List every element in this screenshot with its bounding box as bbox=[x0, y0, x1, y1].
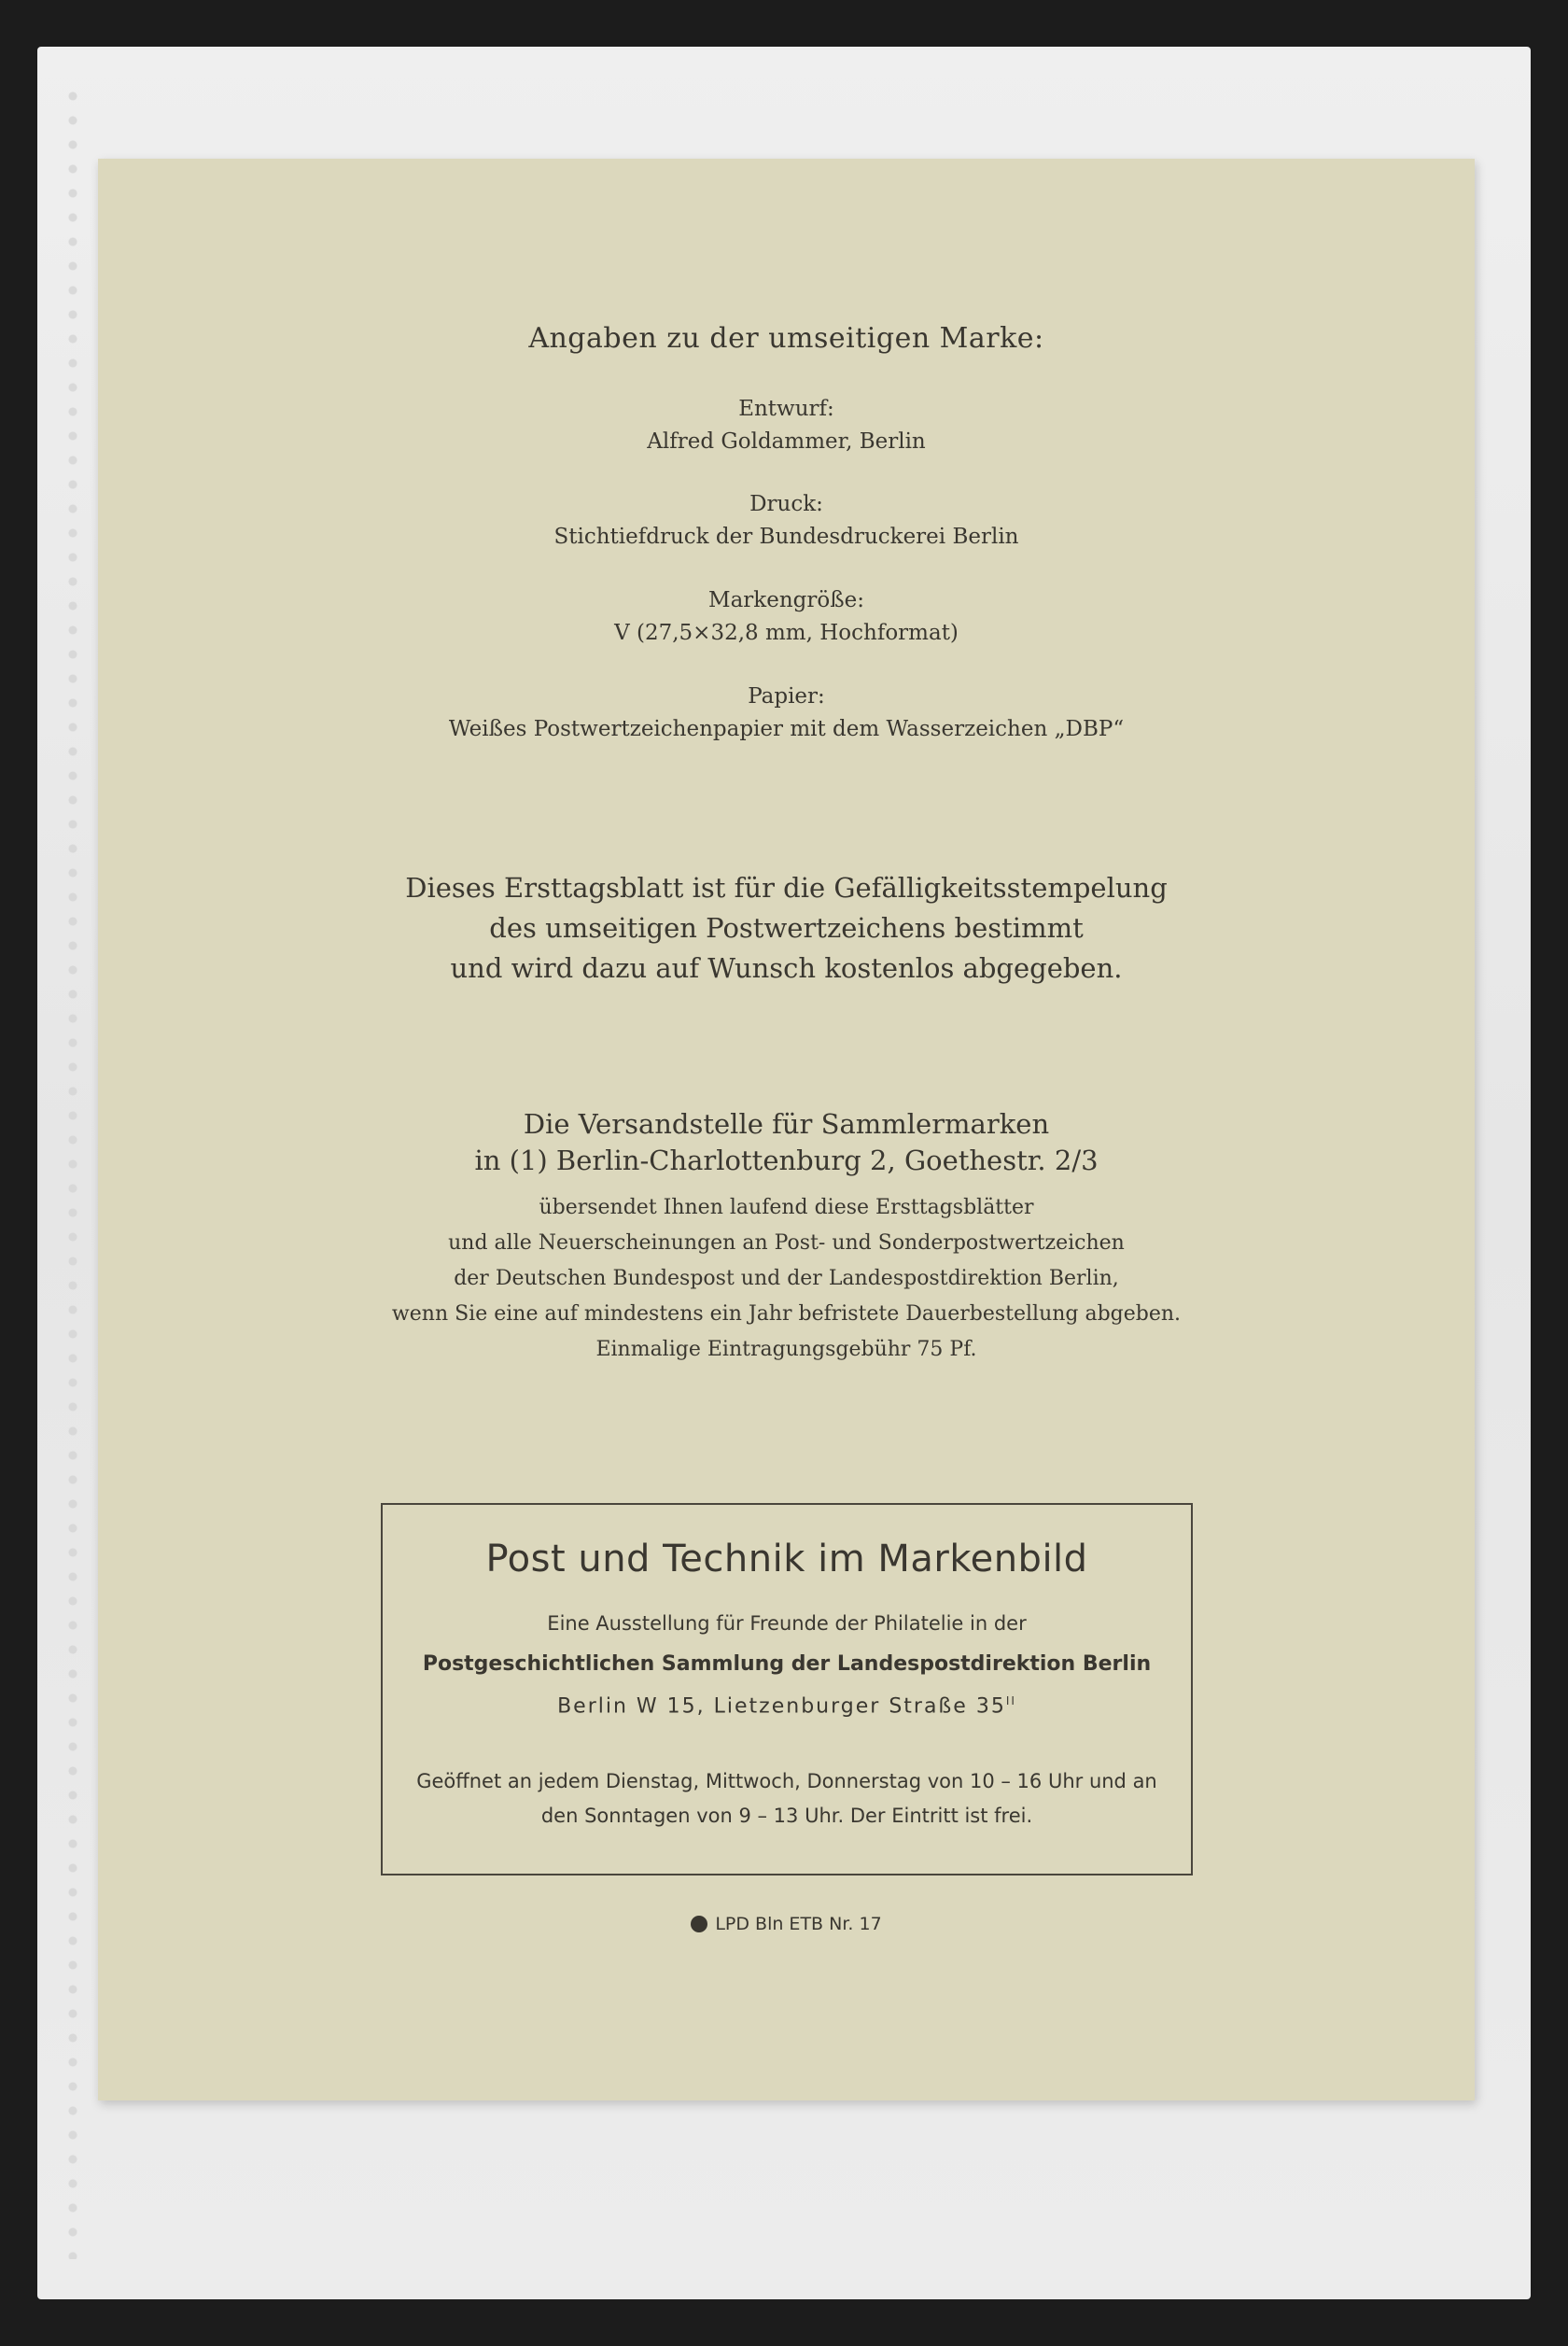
sheet-heading: Angaben zu der umseitigen Marke: bbox=[528, 322, 1044, 355]
versand-title-line: in (1) Berlin-Charlottenburg 2, Goethestr. 2/3 bbox=[474, 1145, 1099, 1176]
exhibition-subtitle: Eine Ausstellung für Freunde der Philatelie in der bbox=[547, 1612, 1027, 1635]
detail-value-print: Stichtiefdruck der Bundesdruckerei Berlin bbox=[553, 525, 1019, 549]
post-horn-icon bbox=[691, 1916, 707, 1932]
exhibition-hours bbox=[383, 1764, 1191, 1833]
versand-body-line: der Deutschen Bundespost und der Landespostdirektion Berlin, bbox=[454, 1267, 1119, 1290]
detail-label-print: Druck: bbox=[749, 492, 823, 516]
exhibition-title: Post und Technik im Markenbild bbox=[485, 1538, 1088, 1580]
detail-value-design: Alfred Goldammer, Berlin bbox=[647, 429, 926, 454]
versand-body-line: und alle Neuerscheinungen an Post- und Sonderpostwertzeichen bbox=[448, 1231, 1125, 1255]
footer-code: LPD Bln ETB Nr. 17 bbox=[715, 1914, 882, 1934]
address-floor: II bbox=[1005, 1694, 1016, 1707]
sheet-footer bbox=[98, 1914, 1475, 1934]
sleeve-perforation bbox=[54, 84, 91, 2259]
detail-label-size: Markengröße: bbox=[708, 588, 864, 612]
notice-line: des umseitigen Postwertzeichens bestimmt bbox=[489, 912, 1084, 944]
detail-label-paper: Papier: bbox=[748, 684, 825, 709]
detail-label-design: Entwurf: bbox=[738, 397, 834, 421]
first-day-sheet bbox=[98, 159, 1475, 2100]
versand-body-line: wenn Sie eine auf mindestens ein Jahr befristete Dauerbestellung abgeben. bbox=[391, 1302, 1182, 1326]
versandstelle-title bbox=[98, 1106, 1475, 1179]
versand-body-line: übersendet Ihnen laufend diese Ersttagsblätter bbox=[539, 1196, 1034, 1219]
exhibition-institution: Postgeschichtlichen Sammlung der Landespostdirektion Berlin bbox=[422, 1652, 1152, 1676]
address-text: Berlin W 15, Lietzenburger Straße 35 bbox=[557, 1694, 1006, 1719]
notice-line: und wird dazu auf Wunsch kostenlos abgegeben. bbox=[450, 952, 1123, 984]
hours-line: Geöffnet an jedem Dienstag, Mittwoch, Donnerstag von 10 – 16 Uhr und an bbox=[416, 1770, 1157, 1792]
exhibition-address bbox=[383, 1694, 1191, 1718]
versand-title-line: Die Versandstelle für Sammlermarken bbox=[523, 1108, 1050, 1140]
versandstelle-body bbox=[98, 1190, 1475, 1368]
exhibition-box bbox=[381, 1503, 1193, 1875]
detail-value-size: V (27,5×32,8 mm, Hochformat) bbox=[614, 621, 959, 645]
notice-line: Dieses Ersttagsblatt ist für die Gefälligkeitsstempelung bbox=[405, 872, 1168, 904]
versand-body-line: Einmalige Eintragungsgebühr 75 Pf. bbox=[595, 1338, 977, 1361]
hours-line: den Sonntagen von 9 – 13 Uhr. Der Eintritt ist frei. bbox=[540, 1805, 1033, 1827]
notice-paragraph bbox=[98, 868, 1475, 989]
detail-value-paper: Weißes Postwertzeichenpapier mit dem Wasserzeichen „DBP“ bbox=[448, 717, 1125, 741]
